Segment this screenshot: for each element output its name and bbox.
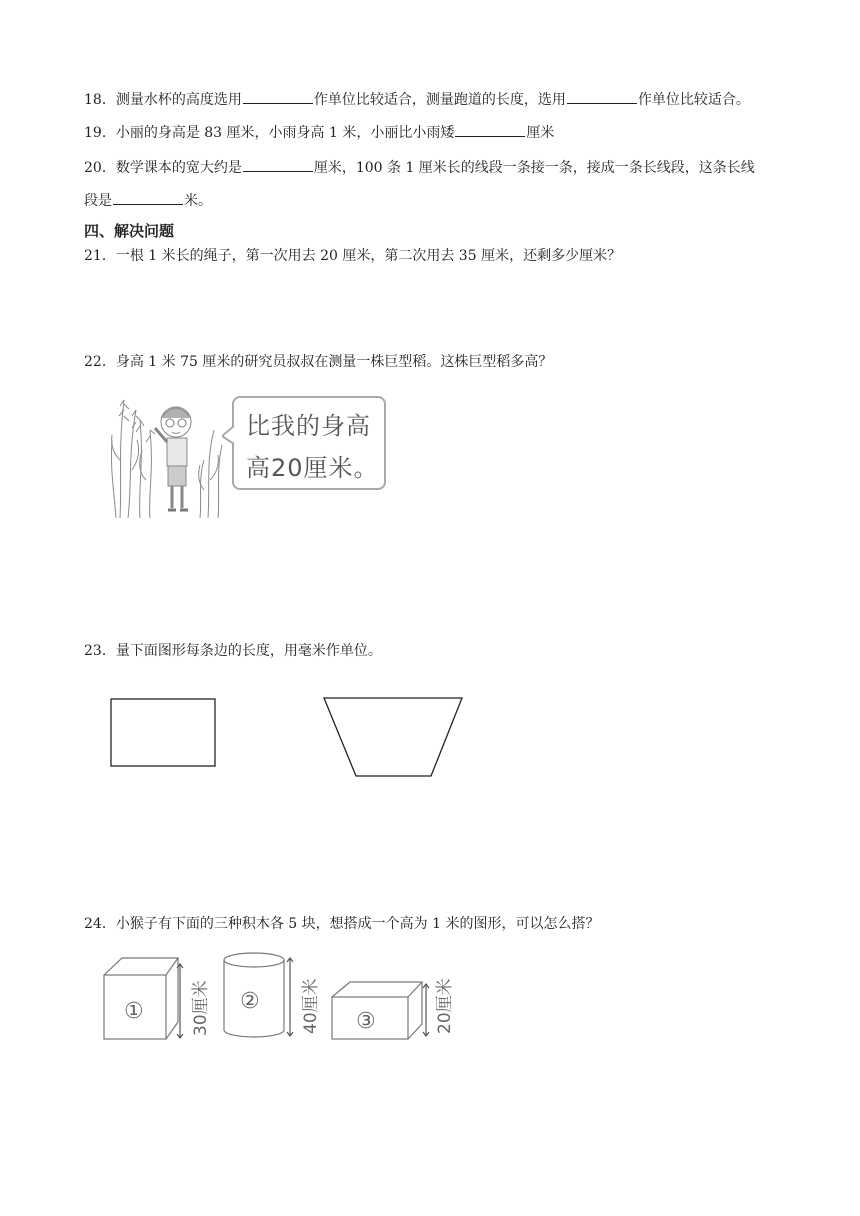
q24-text: 小猴子有下面的三种积木各 5 块，想搭成一个高为 1 米的图形，可以怎么搭？ [115,916,600,932]
q18-text-3: 作单位比较适合。 [637,92,750,108]
answer-blank[interactable] [243,89,313,104]
block-2-label: ② [240,989,260,1014]
bubble-line-1: 比我的身高 [246,412,371,440]
q22-text: 身高 1 米 75 厘米的研究员叔叔在测量一株巨型稻。这株巨型稻多高？ [115,354,553,370]
rectangle-shape [111,699,215,766]
question-number: 23． [84,643,116,659]
answer-blank[interactable] [455,122,525,137]
question-24 [84,914,599,934]
block-3-label: ③ [356,1009,376,1034]
question-number: 20． [84,160,116,176]
question-20-line-2 [84,190,212,211]
question-18 [84,89,750,110]
question-number: 24． [84,916,116,932]
q24-blocks [96,950,476,1050]
block-3-height: 20厘米 [435,978,455,1034]
answer-blank[interactable] [567,89,637,104]
speech-bubble [232,396,386,490]
q19-text-1: 小丽的身高是 83 厘米，小雨身高 1 米，小丽比小雨矮 [115,125,455,141]
q23-figures [100,690,480,790]
question-20-line-1 [84,157,755,178]
bubble-pointer [222,426,236,446]
researcher-rice-illustration [110,390,230,520]
q23-text: 量下面图形每条边的长度，用毫米作单位。 [115,643,382,659]
question-21 [84,246,621,266]
trapezoid-shape [324,698,462,776]
block-1-label: ① [124,999,144,1024]
question-19 [84,122,554,143]
question-number: 18． [84,92,116,108]
q18-text-1: 测量水杯的高度选用 [115,92,242,108]
answer-blank[interactable] [243,157,313,172]
question-23 [84,641,382,661]
question-number: 22． [84,354,116,370]
q20-text-4: 米。 [184,193,212,209]
question-number: 21． [84,248,116,264]
block-3 [332,982,429,1039]
block-2-height: 40厘米 [301,978,321,1034]
q21-text: 一根 1 米长的绳子，第一次用去 20 厘米，第二次用去 35 厘米，还剩多少厘米？ [115,248,622,264]
q20-text-1: 数学课本的宽大约是 [115,160,242,176]
q18-text-2: 作单位比较适合，测量跑道的长度，选用 [313,92,566,108]
question-22 [84,352,552,372]
question-number: 19． [84,125,116,141]
section-heading: 四、解决问题 [84,222,175,240]
q20-text-3: 段是 [84,193,112,209]
q19-text-2: 厘米 [526,125,555,141]
block-1-height: 30厘米 [191,980,211,1036]
bubble-line-2: 高20厘米。 [246,454,379,482]
q20-text-2: 厘米，100 条 1 厘米长的线段一条接一条，接成一条长线段，这条长线 [313,160,755,176]
answer-blank[interactable] [113,190,183,205]
